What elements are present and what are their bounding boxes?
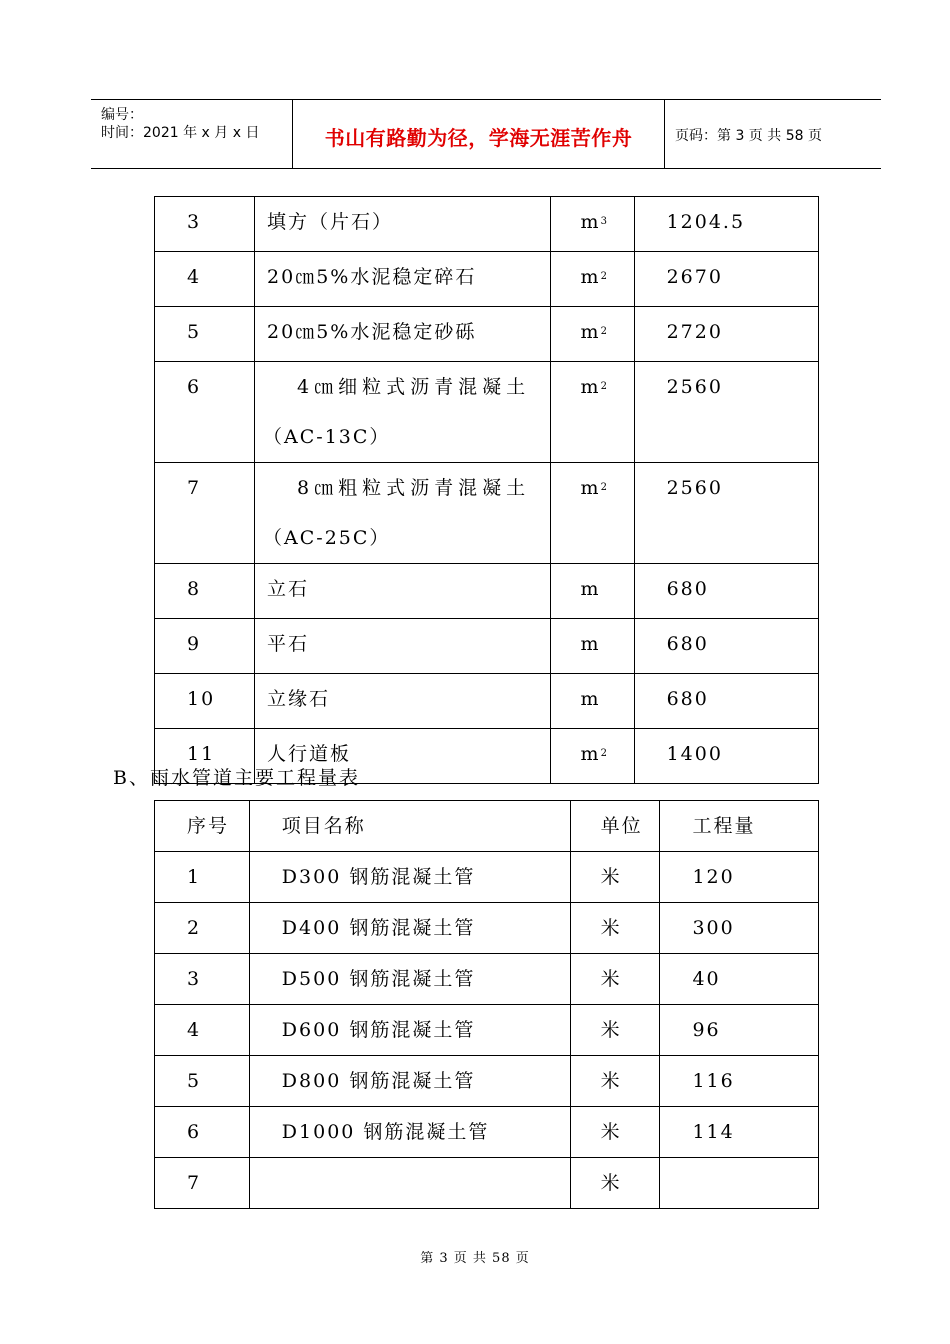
- quantity: 2720: [634, 307, 818, 362]
- table-row: [155, 954, 819, 1005]
- unit: 米: [570, 852, 660, 903]
- row-number: 4: [155, 1005, 250, 1056]
- table-row: [155, 852, 819, 903]
- item-name: D500 钢筋混凝土管: [249, 954, 570, 1005]
- item-name: D400 钢筋混凝土管: [249, 903, 570, 954]
- unit: m: [550, 674, 634, 729]
- page-label: 页码：第 3 页 共 58 页: [675, 128, 822, 144]
- row-number: 1: [155, 852, 250, 903]
- table-row: [155, 1107, 819, 1158]
- quantity: 120: [660, 852, 819, 903]
- unit: $m^2$: [550, 362, 634, 463]
- motto: 书山有路勤为径，学海无涯苦作舟: [324, 126, 633, 150]
- unit: 米: [570, 1158, 660, 1209]
- row-number: 5: [155, 1056, 250, 1107]
- page-footer: 第 3 页 共 58 页: [420, 1251, 530, 1266]
- quantity: 2670: [634, 252, 818, 307]
- item-name-line1: 8㎝粗粒式沥青混凝土: [297, 477, 531, 499]
- unit: m: [550, 564, 634, 619]
- header-qty: 工程量: [660, 801, 819, 852]
- rainwater-pipe-table: [154, 800, 819, 1209]
- quantity: 116: [660, 1056, 819, 1107]
- row-number: 7: [155, 463, 255, 564]
- table-header-row: [155, 801, 819, 852]
- header-unit: 单位: [570, 801, 660, 852]
- row-number: 3: [155, 197, 255, 252]
- table-row: [155, 307, 819, 362]
- table-row: [155, 903, 819, 954]
- item-name: D300 钢筋混凝土管: [249, 852, 570, 903]
- quantity: 40: [660, 954, 819, 1005]
- row-number: 8: [155, 564, 255, 619]
- quantity: 96: [660, 1005, 819, 1056]
- table-row: [155, 463, 819, 564]
- item-name: 平石: [255, 619, 551, 674]
- row-number: 3: [155, 954, 250, 1005]
- quantity: 680: [634, 674, 818, 729]
- quantity: 114: [660, 1107, 819, 1158]
- row-number: 11: [155, 729, 255, 784]
- item-name: 20㎝5%水泥稳定砂砾: [255, 307, 551, 362]
- item-name: [255, 362, 551, 463]
- row-number: 5: [155, 307, 255, 362]
- quantity: 300: [660, 903, 819, 954]
- table-row: [155, 674, 819, 729]
- unit: m: [550, 619, 634, 674]
- table-row: [155, 362, 819, 463]
- quantity: 1204.5: [634, 197, 818, 252]
- item-name: 立石: [255, 564, 551, 619]
- table-row: [155, 197, 819, 252]
- time-label: 时间：2021 年 x 月 x 日: [101, 125, 260, 141]
- unit: $m^3$: [550, 197, 634, 252]
- item-name: D1000 钢筋混凝土管: [249, 1107, 570, 1158]
- unit: $m^2$: [550, 729, 634, 784]
- unit: $m^2$: [550, 307, 634, 362]
- table-row: [155, 252, 819, 307]
- unit: 米: [570, 1056, 660, 1107]
- row-number: 4: [155, 252, 255, 307]
- unit: 米: [570, 1107, 660, 1158]
- code-label: 编号：: [101, 107, 143, 123]
- item-name: 立缘石: [255, 674, 551, 729]
- item-name: D800 钢筋混凝土管: [249, 1056, 570, 1107]
- page-header: [91, 99, 881, 169]
- table-row: [155, 1005, 819, 1056]
- table-row: [155, 564, 819, 619]
- header-no: 序号: [155, 801, 250, 852]
- quantity: 680: [634, 619, 818, 674]
- quantity: 1400: [634, 729, 818, 784]
- item-name: D600 钢筋混凝土管: [249, 1005, 570, 1056]
- row-number: 9: [155, 619, 255, 674]
- unit: 米: [570, 903, 660, 954]
- header-name: 项目名称: [249, 801, 570, 852]
- unit: $m^2$: [550, 252, 634, 307]
- row-number: 6: [155, 1107, 250, 1158]
- quantity: 2560: [634, 362, 818, 463]
- header-info-cell: [91, 100, 293, 168]
- header-motto-cell: [293, 100, 665, 168]
- road-quantity-table: [154, 196, 819, 784]
- item-name: [249, 1158, 570, 1209]
- item-name: 填方（片石）: [255, 197, 551, 252]
- section-b-title: B、雨水管道主要工程量表: [113, 767, 360, 789]
- row-number: 6: [155, 362, 255, 463]
- unit: 米: [570, 954, 660, 1005]
- row-number: 7: [155, 1158, 250, 1209]
- unit: $m^2$: [550, 463, 634, 564]
- quantity: 2560: [634, 463, 818, 564]
- quantity: [660, 1158, 819, 1209]
- table-row: [155, 619, 819, 674]
- item-name: 人行道板: [255, 729, 551, 784]
- item-name: 20㎝5%水泥稳定碎石: [255, 252, 551, 307]
- item-name-line2: （AC-25C）: [263, 527, 391, 549]
- table-row: [155, 1056, 819, 1107]
- table-row: [155, 1158, 819, 1209]
- item-name: [255, 463, 551, 564]
- row-number: 10: [155, 674, 255, 729]
- item-name-line1: 4㎝细粒式沥青混凝土: [297, 376, 531, 398]
- item-name-line2: （AC-13C）: [263, 426, 391, 448]
- quantity: 680: [634, 564, 818, 619]
- row-number: 2: [155, 903, 250, 954]
- unit: 米: [570, 1005, 660, 1056]
- header-page-cell: [665, 100, 881, 168]
